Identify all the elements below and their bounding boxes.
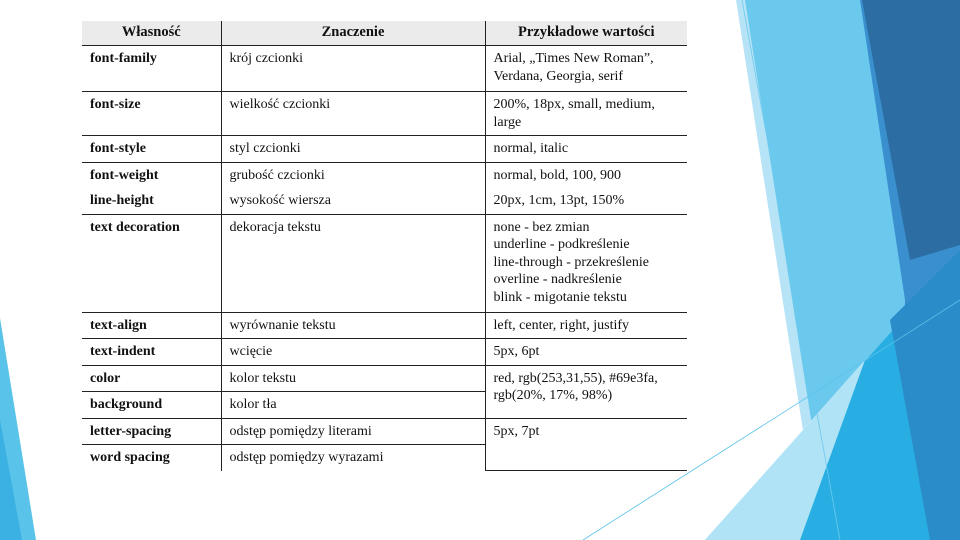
meaning-cell: wielkość czcionki [221, 92, 485, 136]
property-cell: letter-spacing [82, 418, 221, 445]
meaning-cell: wcięcie [221, 339, 485, 366]
table-row [82, 312, 687, 339]
property-cell: font-size [82, 92, 221, 136]
property-cell: text decoration [82, 214, 221, 312]
table-row [82, 188, 687, 214]
table-row [82, 46, 687, 92]
values-cell: Arial, „Times New Roman”, Verdana, Georgia, serif [485, 46, 687, 92]
property-cell: font-style [82, 136, 221, 163]
property-cell: font-family [82, 46, 221, 92]
property-cell: font-weight [90, 167, 159, 183]
table-row [82, 339, 687, 366]
value-line: line-through - przekreślenie [493, 254, 649, 270]
table-header-row [82, 21, 687, 46]
meaning-cell: styl czcionki [221, 136, 485, 163]
header-example-values: Przykładowe wartości [485, 21, 687, 46]
table-row [82, 365, 687, 392]
table-row [82, 418, 687, 445]
values-cell [485, 214, 687, 312]
values-cell: 5px, 6pt [485, 339, 687, 366]
meaning-cell: odstęp pomiędzy literami [221, 418, 485, 445]
values-cell: 20px, 1cm, 13pt, 150% [485, 188, 687, 214]
header-property: Własność [82, 21, 221, 46]
value-line: none - bez zmian [493, 219, 590, 235]
value-line: underline - podkreślenie [493, 237, 630, 252]
values-cell: 5px, 7pt [485, 418, 687, 471]
meaning-cell: dekoracja tekstu [221, 214, 485, 312]
values-cell: normal, italic [485, 136, 687, 163]
table-row [82, 214, 687, 312]
values-cell: 200%, 18px, small, medium, large [485, 92, 687, 136]
table-row [82, 92, 687, 136]
css-properties-table [82, 21, 687, 471]
property-cell: text-indent [82, 339, 221, 366]
header-meaning: Znaczenie [221, 21, 485, 46]
property-cell: color [82, 365, 221, 392]
meaning-cell: krój czcionki [221, 46, 485, 92]
meaning-cell: wyrównanie tekstu [221, 312, 485, 339]
property-cell: text-align [82, 312, 221, 339]
meaning-cell: kolor tła [221, 392, 485, 419]
meaning-cell: grubość czcionki [221, 162, 485, 188]
values-cell: left, center, right, justify [485, 312, 687, 339]
meaning-cell: odstęp pomiędzy wyrazami [221, 445, 485, 471]
table-row [82, 136, 687, 163]
values-cell: red, rgb(253,31,55), #69e3fa, rgb(20%, 17%, 98%) [485, 365, 687, 418]
meaning-cell: kolor tekstu [221, 365, 485, 392]
table-row [82, 162, 687, 188]
value-line: blink - migotanie tekstu [493, 289, 627, 305]
property-cell: line-height [82, 188, 221, 214]
property-cell: word spacing [90, 450, 170, 465]
value-line: overline - nadkreślenie [493, 272, 622, 287]
property-cell: background [82, 392, 221, 419]
meaning-cell: wysokość wiersza [221, 188, 485, 214]
values-cell: normal, bold, 100, 900 [485, 162, 687, 188]
